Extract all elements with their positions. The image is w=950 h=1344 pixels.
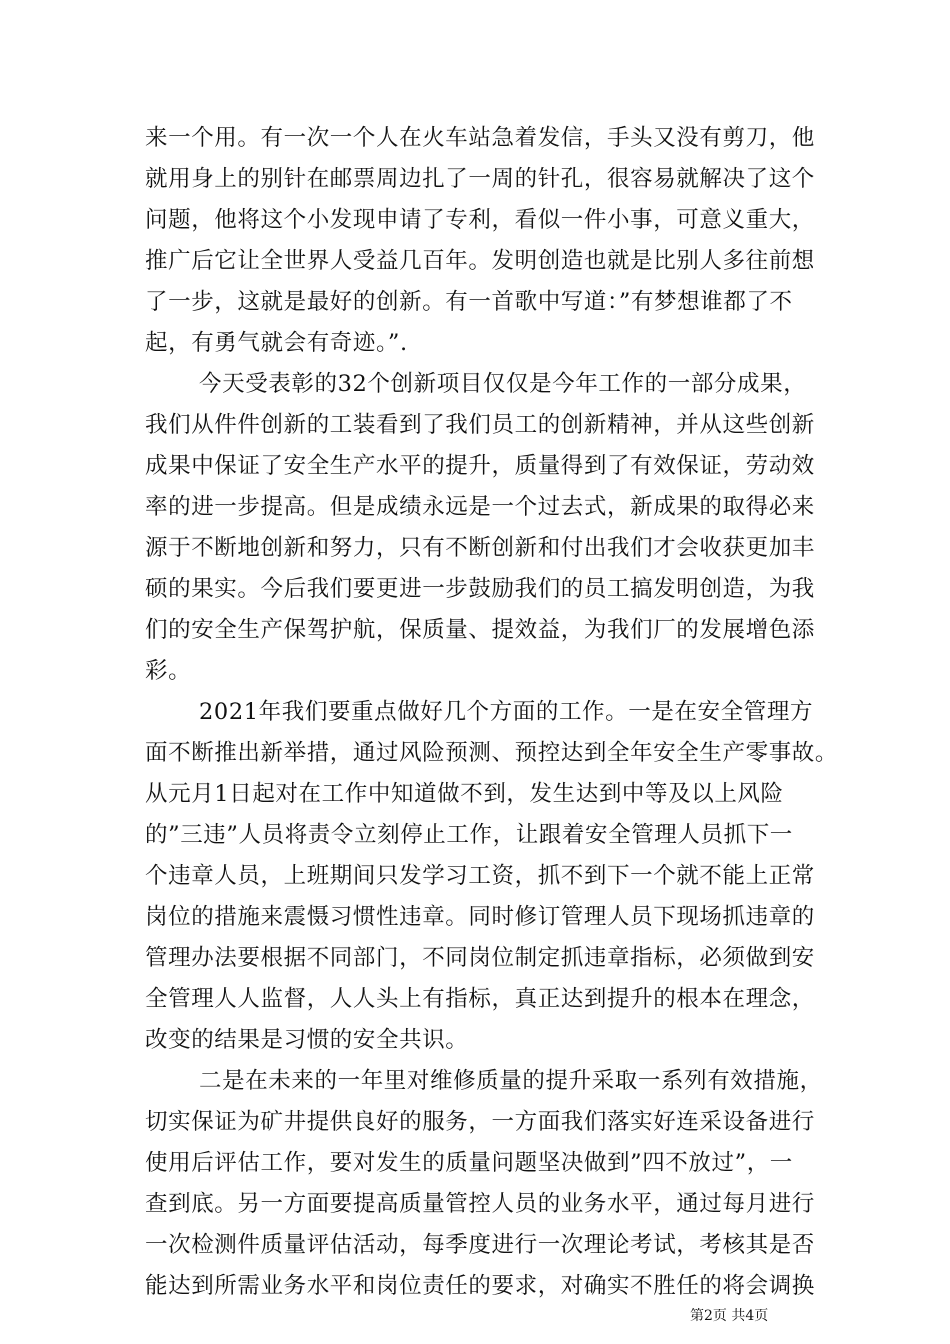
text-line: 我们从件件创新的工装看到了我们员工的创新精神，并从这些创新 (145, 412, 815, 438)
paragraph-first-line: 2021年我们要重点做好几个方面的工作。一是在安全管理方 (199, 699, 814, 725)
text-line: 就用身上的别针在邮票周边扎了一周的针孔，很容易就解决了这个 (145, 166, 815, 192)
text-line: 问题，他将这个小发现申请了专利，看似一件小事，可意义重大， (145, 207, 815, 233)
text-line: 源于不断地创新和努力，只有不断创新和付出我们才会收获更加丰 (145, 535, 815, 561)
page-number: 第2页 共4页 (690, 1308, 769, 1324)
text-line: 岗位的措施来震慑习惯性违章。同时修订管理人员下现场抓违章的 (145, 904, 815, 930)
text-line: 全管理人人监督，人人头上有指标，真正达到提升的根本在理念， (145, 986, 815, 1012)
text-line: 面不断推出新举措，通过风险预测、预控达到全年安全生产零事故。 (145, 740, 839, 766)
text-line: 成果中保证了安全生产水平的提升，质量得到了有效保证，劳动效 (145, 453, 815, 479)
text-line: 率的进一步提高。但是成绩永远是一个过去式，新成果的取得必来 (145, 494, 815, 520)
text-line: 一次检测件质量评估活动，每季度进行一次理论考试，考核其是否 (145, 1232, 815, 1258)
paragraph-first-line: 二是在未来的一年里对维修质量的提升采取一系列有效措施， (199, 1068, 823, 1094)
text-line: 彩。 (145, 658, 192, 684)
text-line: 们的安全生产保驾护航，保质量、提效益，为我们厂的发展增色添 (145, 617, 815, 643)
text-line: 切实保证为矿井提供良好的服务，一方面我们落实好连采设备进行 (145, 1109, 815, 1135)
paragraph-first-line: 今天受表彰的32个创新项目仅仅是今年工作的一部分成果， (199, 371, 807, 397)
text-line: 个违章人员，上班期间只发学习工资，抓不到下一个就不能上正常 (145, 863, 815, 889)
text-line: 能达到所需业务水平和岗位责任的要求，对确实不胜任的将会调换 (145, 1273, 815, 1299)
text-line: 使用后评估工作，要对发生的质量问题坚决做到”四不放过”，一 (145, 1150, 793, 1176)
text-line: 管理办法要根据不同部门，不同岗位制定抓违章指标，必须做到安 (145, 945, 815, 971)
text-line: 了一步，这就是最好的创新。有一首歌中写道：”有梦想谁都了不 (145, 289, 793, 315)
text-line: 从元月1日起对在工作中知道做不到，发生达到中等及以上风险 (145, 781, 784, 807)
text-line: 改变的结果是习惯的安全共识。 (145, 1027, 469, 1053)
text-line: 起，有勇气就会有奇迹。”. (145, 330, 408, 356)
text-line: 推广后它让全世界人受益几百年。发明创造也就是比别人多往前想 (145, 248, 815, 274)
text-line: 查到底。另一方面要提高质量管控人员的业务水平，通过每月进行 (145, 1191, 815, 1217)
text-line: 来一个用。有一次一个人在火车站急着发信，手头又没有剪刀，他 (145, 125, 815, 151)
text-line: 的”三违”人员将责令立刻停止工作，让跟着安全管理人员抓下一 (145, 822, 793, 848)
text-line: 硕的果实。今后我们要更进一步鼓励我们的员工搞发明创造，为我 (145, 576, 815, 602)
